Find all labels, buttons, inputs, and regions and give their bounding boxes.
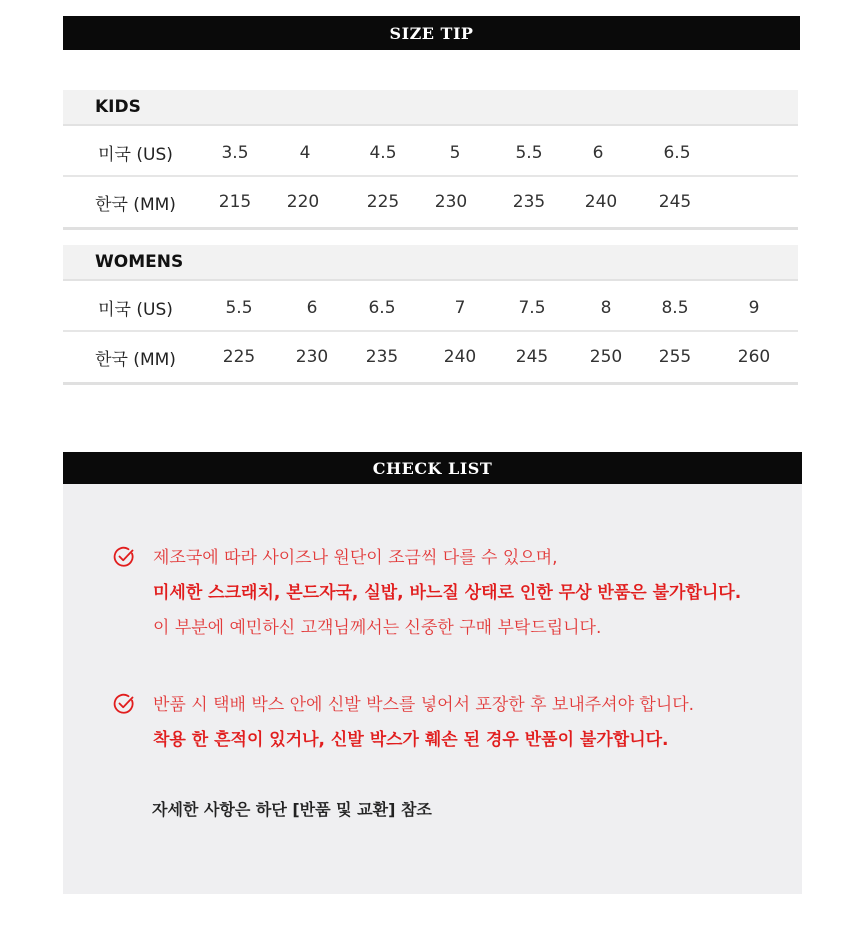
size-cell: 6 [592, 142, 604, 163]
size-cell: 235 [365, 347, 399, 367]
size-cell: 245 [658, 192, 692, 212]
size-cell: 3.5 [221, 142, 249, 163]
check-item-2-line-1: 반품 시 택배 박스 안에 신발 박스를 넣어서 포장한 후 보내주셔야 합니다. [153, 695, 695, 715]
size-cell: 230 [295, 347, 329, 367]
size-cell: 6 [306, 297, 318, 318]
kids-us-row [63, 130, 798, 177]
size-cell: 9 [748, 297, 760, 318]
womens-kr-label: 한국 (MM) [95, 349, 176, 370]
size-cell: 220 [286, 192, 320, 212]
size-cell: 230 [434, 192, 468, 212]
kids-heading [63, 90, 798, 126]
kids-us-label: 미국 (US) [98, 145, 173, 165]
size-cell: 7 [454, 297, 466, 318]
kids-kr-row [63, 177, 798, 230]
check-item-1-line-1: 제조국에 따라 사이즈나 원단이 조금씩 다를 수 있으며, [153, 548, 558, 568]
kids-heading-label: KIDS [95, 97, 141, 117]
size-cell: 225 [222, 347, 256, 367]
check-item-1-line-2: 미세한 스크래치, 본드자국, 실밥, 바느질 상태로 인한 무상 반품은 불가합니다. [153, 583, 742, 603]
size-cell: 5.5 [515, 142, 543, 163]
check-list-title: CHECK LIST [372, 458, 493, 478]
size-cell: 225 [366, 192, 400, 212]
womens-heading [63, 245, 798, 281]
womens-kr-row [63, 332, 798, 385]
check-list-panel [63, 484, 802, 894]
size-cell: 6.5 [368, 297, 396, 318]
size-cell: 215 [218, 192, 252, 212]
check-list-footnote: 자세한 사항은 하단 [반품 및 교환] 참조 [152, 800, 432, 819]
size-cell: 4.5 [369, 142, 397, 163]
size-cell: 260 [737, 347, 771, 367]
kids-kr-label: 한국 (MM) [95, 194, 176, 215]
check-list-header [63, 452, 802, 484]
womens-us-row [63, 285, 798, 332]
size-cell: 240 [443, 347, 477, 367]
size-cell: 8 [600, 297, 612, 318]
womens-heading-label: WOMENS [95, 252, 184, 272]
size-cell: 5 [449, 142, 461, 163]
size-cell: 250 [589, 347, 623, 367]
size-cell: 240 [584, 192, 618, 212]
check-item-2-line-2: 착용 한 흔적이 있거나, 신발 박스가 훼손 된 경우 반품이 불가합니다. [153, 730, 669, 750]
check-circle-icon [113, 693, 135, 715]
size-cell: 245 [515, 347, 549, 367]
size-cell: 6.5 [663, 142, 691, 163]
check-item-1-line-3: 이 부분에 예민하신 고객님께서는 신중한 구매 부탁드립니다. [153, 618, 602, 638]
size-tip-header [63, 16, 800, 50]
check-circle-icon [113, 546, 135, 568]
womens-us-label: 미국 (US) [98, 300, 173, 320]
size-cell: 5.5 [225, 297, 253, 318]
size-cell: 4 [299, 142, 311, 163]
size-cell: 7.5 [518, 297, 546, 318]
size-cell: 8.5 [661, 297, 689, 318]
size-cell: 255 [658, 347, 692, 367]
size-tip-title: SIZE TIP [389, 23, 474, 43]
size-cell: 235 [512, 192, 546, 212]
